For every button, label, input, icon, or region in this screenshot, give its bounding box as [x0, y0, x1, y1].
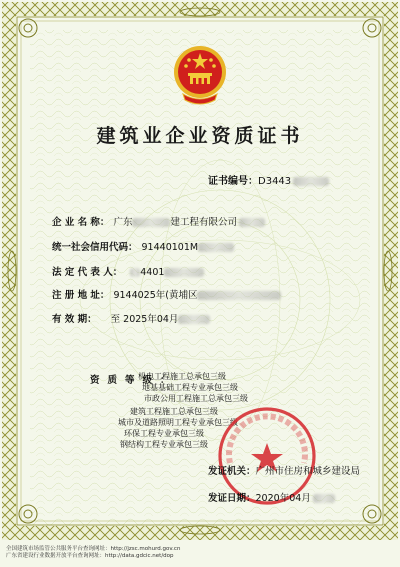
- qualification-item: 钢结构工程专业承包三级: [120, 440, 208, 449]
- qualification-item: 地基基础工程专业承包三级: [142, 383, 238, 392]
- footer-links: [6, 546, 180, 560]
- valid-period-value: 至 2025年04月: [110, 314, 179, 325]
- credit-code-label: 统一社会信用代码：: [52, 242, 138, 253]
- issuing-authority-label: 发证机关：: [208, 466, 256, 477]
- qualification-item: 建筑工程施工总承包三级: [130, 407, 218, 416]
- legal-rep-row: [52, 264, 204, 278]
- address-value: 9144: [113, 290, 138, 301]
- company-name-row: [52, 214, 265, 228]
- company-name-tail: 建工程有限公司: [170, 217, 237, 228]
- credit-code-row: [52, 239, 234, 253]
- certificate-title: 建筑业企业资质证书: [96, 125, 304, 147]
- redacted-blur: [132, 218, 170, 227]
- redacted-blur: [239, 218, 265, 227]
- redacted-blur: [164, 268, 204, 277]
- company-name-label: 企 业 名 称：: [52, 217, 110, 228]
- valid-period-row: [52, 311, 210, 325]
- issue-date: [208, 490, 335, 504]
- address-row: [52, 287, 281, 301]
- address-tail: 025年(黄埔区: [137, 290, 198, 301]
- issue-date-value: 2020年04月: [255, 493, 311, 504]
- qualification-item: 机电工程施工总承包三级: [138, 372, 226, 381]
- qualification-item: 环保工程专业承包三级: [124, 429, 204, 438]
- certificate-number: [208, 172, 329, 187]
- issuing-authority: [208, 463, 360, 477]
- redacted-blur: [313, 494, 335, 503]
- redacted-blur: [198, 243, 234, 252]
- address-label: 注 册 地 址：: [52, 290, 110, 301]
- redacted-blur: [293, 177, 329, 186]
- redacted-blur: [178, 315, 210, 324]
- legal-rep-value: 4401: [140, 267, 165, 278]
- certificate-number-value: D3443: [258, 176, 292, 187]
- issuing-authority-value: 广州市住房和城乡建设局: [255, 466, 361, 477]
- issue-date-label: 发证日期：: [208, 493, 256, 504]
- qualification-item: 市政公用工程施工总承包三级: [144, 394, 248, 403]
- certificate-number-label: 证书编号：: [208, 176, 258, 187]
- legal-rep-label: 法 定 代 表 人：: [52, 267, 123, 278]
- qualification-label: 资质等级：: [90, 375, 178, 386]
- footer-line: 全国建筑市场监管公共服务平台查询网址：http://jzsc.mohurd.gov.cn: [6, 546, 181, 552]
- qualification-item: 城市及道路照明工程专业承包三级: [118, 418, 238, 427]
- redacted-blur: [130, 268, 140, 277]
- redacted-blur: [197, 291, 281, 300]
- credit-code-value: 91440101M: [141, 242, 199, 253]
- company-name-value: 广东: [113, 217, 133, 228]
- valid-period-label: 有 效 期：: [52, 314, 97, 325]
- footer-line: 广东省建设行业数据开放平台查询网址：http://data.gdcic.net/dop: [6, 553, 174, 559]
- national-emblem-icon: [171, 44, 229, 106]
